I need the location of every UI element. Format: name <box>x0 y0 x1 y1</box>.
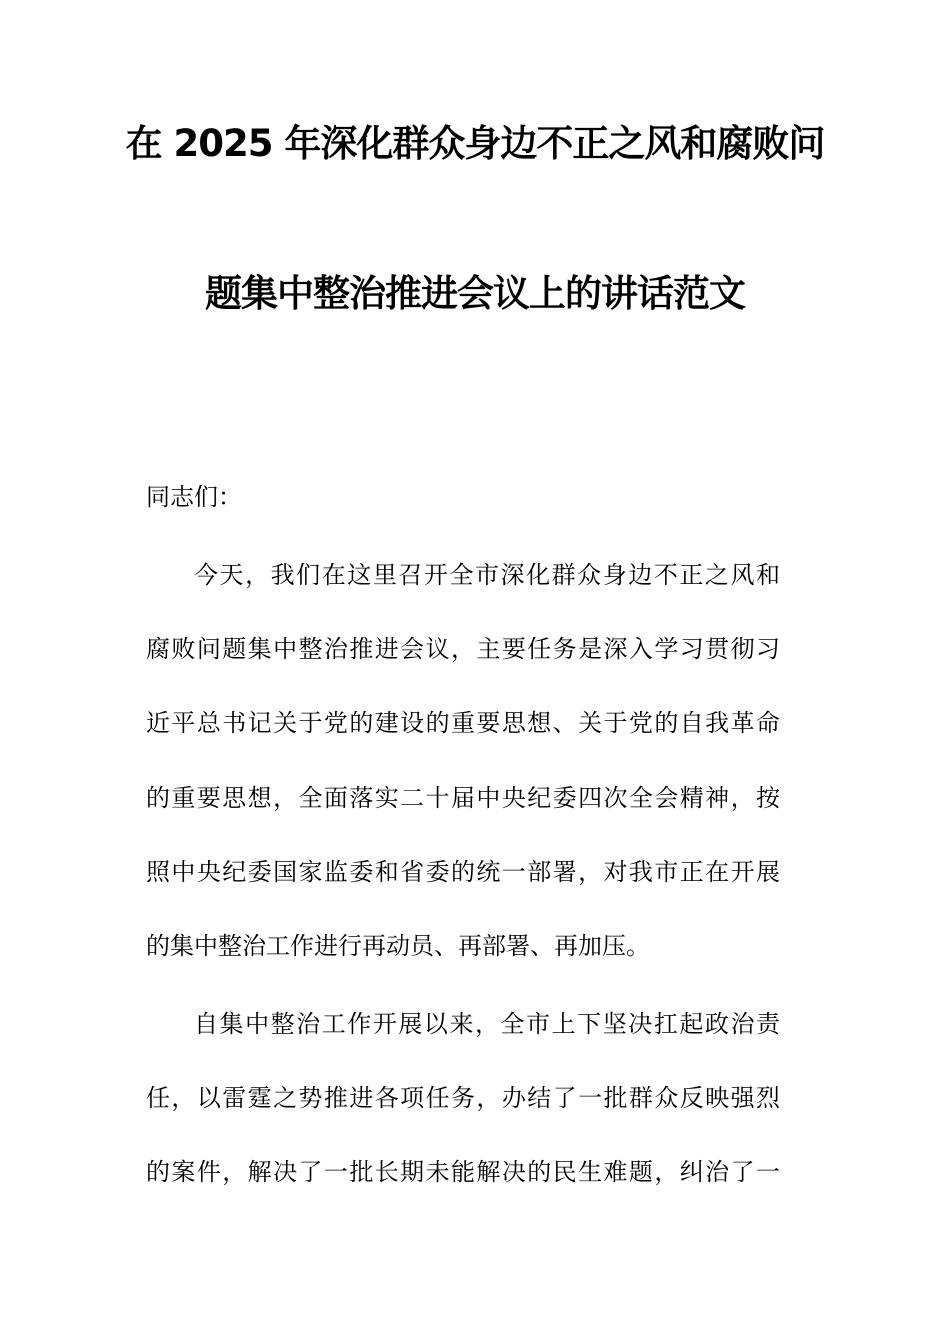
paragraph-1-line-1: 今天，我们在这里召开全市深化群众身边不正之风和 <box>194 561 780 589</box>
paragraph-1-line-6: 的集中整治工作进行再动员、再部署、再加压。 <box>146 932 650 960</box>
paragraph-2-line-2: 任，以雷霆之势推进各项任务，办结了一批群众反映强烈 <box>146 1084 780 1112</box>
paragraph-2-line-3: 的案件，解决了一批长期未能解决的民生难题，纠治了一 <box>146 1158 780 1186</box>
paragraph-1-line-2: 腐败问题集中整治推进会议，主要任务是深入学习贯彻习 <box>146 635 780 663</box>
document-title-line-1: 在 2025 年深化群众身边不正之风和腐败问 <box>125 122 825 165</box>
paragraph-1-line-4: 的重要思想，全面落实二十届中央纪委四次全会精神，按 <box>146 784 780 812</box>
paragraph-2-line-1: 自集中整治工作开展以来，全市上下坚决扛起政治责 <box>194 1010 780 1038</box>
paragraph-1-line-3: 近平总书记关于党的建设的重要思想、关于党的自我革命 <box>146 709 780 737</box>
document-title-line-2: 题集中整治推进会议上的讲话范文 <box>205 272 745 315</box>
salutation: 同志们： <box>146 483 242 511</box>
paragraph-1-line-5: 照中央纪委国家监委和省委的统一部署，对我市正在开展 <box>146 858 780 886</box>
